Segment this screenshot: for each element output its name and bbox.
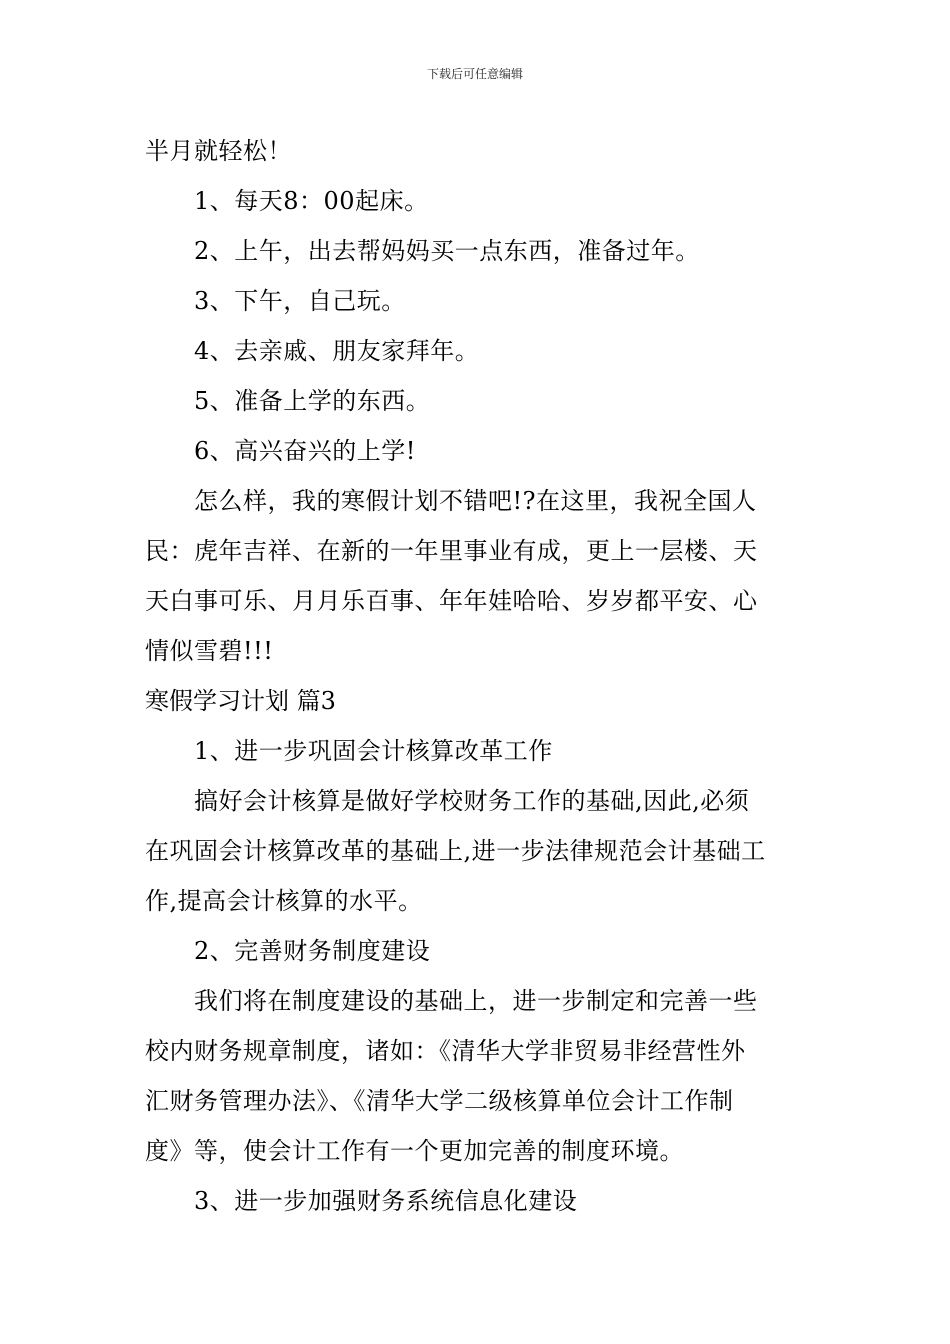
paragraph-line: 我们将在制度建设的基础上，进一步制定和完善一些 — [194, 987, 758, 1015]
page-header: 下载后可任意编辑 — [426, 67, 523, 81]
list-item-5: 5、准备上学的东西。 — [194, 387, 431, 415]
document-body — [145, 126, 810, 1226]
paragraph-line: 半月就轻松！ — [145, 137, 292, 165]
paragraph-line: 作,提高会计核算的水平。 — [145, 887, 423, 915]
paragraph-line: 汇财务管理办法》、《清华大学二级核算单位会计工作制 — [145, 1087, 734, 1115]
paragraph-line: 搞好会计核算是做好学校财务工作的基础,因此,必须 — [194, 787, 750, 815]
paragraph-line: 情似雪碧!!! — [145, 637, 274, 665]
paragraph-line: 度》等，使会计工作有一个更加完善的制度环境。 — [145, 1137, 684, 1165]
subsection-heading: 1、进一步巩固会计核算改革工作 — [194, 737, 553, 765]
section-title: 寒假学习计划 篇3 — [145, 687, 336, 715]
list-item-4: 4、去亲戚、朋友家拜年。 — [194, 337, 480, 365]
list-item-1: 1、每天8：00起床。 — [194, 187, 429, 215]
list-item-2: 2、上午，出去帮妈妈买一点东西，准备过年。 — [194, 237, 700, 265]
list-item-3: 3、下午，自己玩。 — [194, 287, 406, 315]
paragraph-line: 在巩固会计核算改革的基础上,进一步法律规范会计基础工 — [145, 837, 766, 865]
subsection-heading: 2、完善财务制度建设 — [194, 937, 431, 965]
paragraph-line: 怎么样，我的寒假计划不错吧!?在这里，我祝全国人 — [194, 487, 757, 515]
subsection-heading: 3、进一步加强财务系统信息化建设 — [194, 1187, 578, 1215]
paragraph-line: 民：虎年吉祥、在新的一年里事业有成，更上一层楼、天 — [145, 537, 758, 565]
paragraph-line: 校内财务规章制度，诸如：《清华大学非贸易非经营性外 — [145, 1037, 746, 1065]
list-item-6: 6、高兴奋兴的上学! — [194, 437, 416, 465]
paragraph-line: 天白事可乐、月月乐百事、年年娃哈哈、岁岁都平安、心 — [145, 587, 758, 615]
